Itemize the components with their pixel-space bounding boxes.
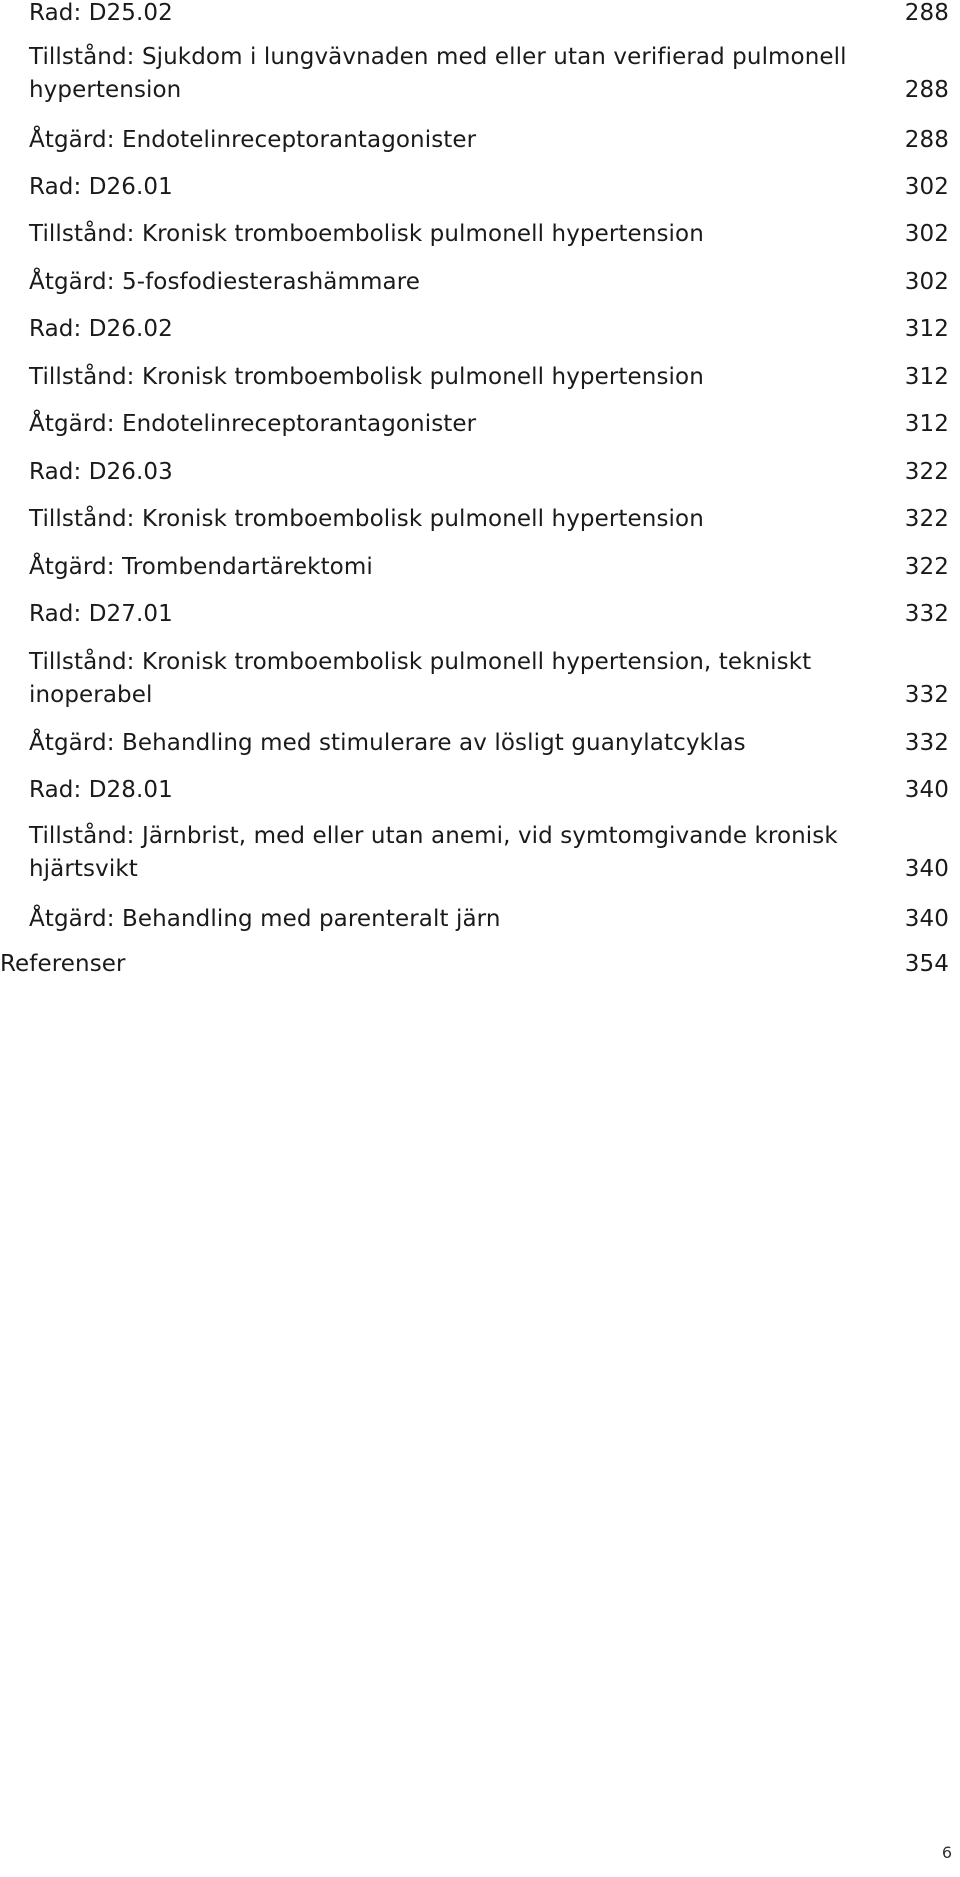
toc-entry-page: 288 (904, 0, 949, 26)
toc-entry-first-line: Tillstånd: Järnbrist, med eller utan anemi, vid symtomgivande kronisk (29, 823, 838, 849)
toc-entry (29, 0, 949, 30)
toc-entry-text: hjärtsvikt (29, 856, 138, 882)
toc-entry (29, 124, 949, 157)
toc-entry (29, 903, 949, 936)
toc-entry-text: Åtgärd: Behandling med stimulerare av lösligt guanylatcyklas (29, 730, 746, 756)
toc-entry-text: Åtgärd: Endotelinreceptorantagonister (29, 411, 477, 437)
toc-entry-text: Rad: D26.03 (29, 459, 173, 485)
toc-entry-page: 288 (904, 127, 949, 153)
page-number: 6 (941, 1843, 952, 1862)
toc-entry (29, 551, 949, 584)
toc-entry-page: 354 (904, 951, 949, 977)
toc-entry-page: 302 (904, 269, 949, 295)
toc-entry (29, 218, 949, 251)
toc-entry-page: 332 (904, 682, 949, 708)
toc-entry-page: 340 (904, 906, 949, 932)
toc-entry (29, 503, 949, 536)
toc-entry-first-line: Tillstånd: Kronisk tromboembolisk pulmonell hypertension, tekniskt (29, 649, 812, 675)
toc-entry-text: Tillstånd: Kronisk tromboembolisk pulmonell hypertension (29, 506, 704, 532)
toc-entry-page: 312 (904, 364, 949, 390)
toc-entry (29, 266, 949, 299)
toc-entry-page: 340 (904, 777, 949, 803)
toc-entry-text: Rad: D26.02 (29, 316, 173, 342)
toc-entry-text: hypertension (29, 77, 182, 103)
toc-entry-page: 312 (904, 411, 949, 437)
toc-entry (29, 727, 949, 760)
toc-entry-page: 322 (904, 506, 949, 532)
toc-entry-page: 332 (904, 601, 949, 627)
toc-entry-text: Rad: D25.02 (29, 0, 173, 26)
toc-entry (29, 774, 949, 807)
toc-entry-text: Åtgärd: Endotelinreceptorantagonister (29, 127, 477, 153)
toc-entry (29, 456, 949, 489)
toc-entry-page: 288 (904, 77, 949, 103)
toc-entry-page: 302 (904, 174, 949, 200)
toc-entry-page: 312 (904, 316, 949, 342)
toc-entry-text: Åtgärd: Behandling med parenteralt järn (29, 906, 501, 932)
toc-entry (29, 820, 949, 886)
toc-entry (29, 408, 949, 441)
toc-entry (29, 171, 949, 204)
toc-entry-text: Rad: D27.01 (29, 601, 173, 627)
toc-entry-first-line: Tillstånd: Sjukdom i lungvävnaden med eller utan verifierad pulmonell (29, 44, 847, 70)
toc-entry (29, 598, 949, 631)
toc-entry (29, 361, 949, 394)
toc-entry-page: 322 (904, 459, 949, 485)
toc-entry-text: Tillstånd: Kronisk tromboembolisk pulmonell hypertension (29, 221, 704, 247)
toc-entry (29, 41, 949, 107)
toc-entry-text: Tillstånd: Kronisk tromboembolisk pulmonell hypertension (29, 364, 704, 390)
toc-entry-text: inoperabel (29, 682, 153, 708)
toc-entry-text: Åtgärd: 5-fosfodiesterashämmare (29, 269, 421, 295)
toc-entry-text: Rad: D28.01 (29, 777, 173, 803)
toc-entry-top-level (0, 948, 949, 981)
toc-entry-page: 340 (904, 856, 949, 882)
toc-entry-page: 322 (904, 554, 949, 580)
toc-entry-text: Rad: D26.01 (29, 174, 173, 200)
toc-entry-text: Referenser (0, 951, 126, 977)
toc-entry-page: 332 (904, 730, 949, 756)
toc-entry (29, 313, 949, 346)
toc-entry-text: Åtgärd: Trombendartärektomi (29, 554, 373, 580)
toc-entry (29, 646, 949, 712)
toc-entry-page: 302 (904, 221, 949, 247)
